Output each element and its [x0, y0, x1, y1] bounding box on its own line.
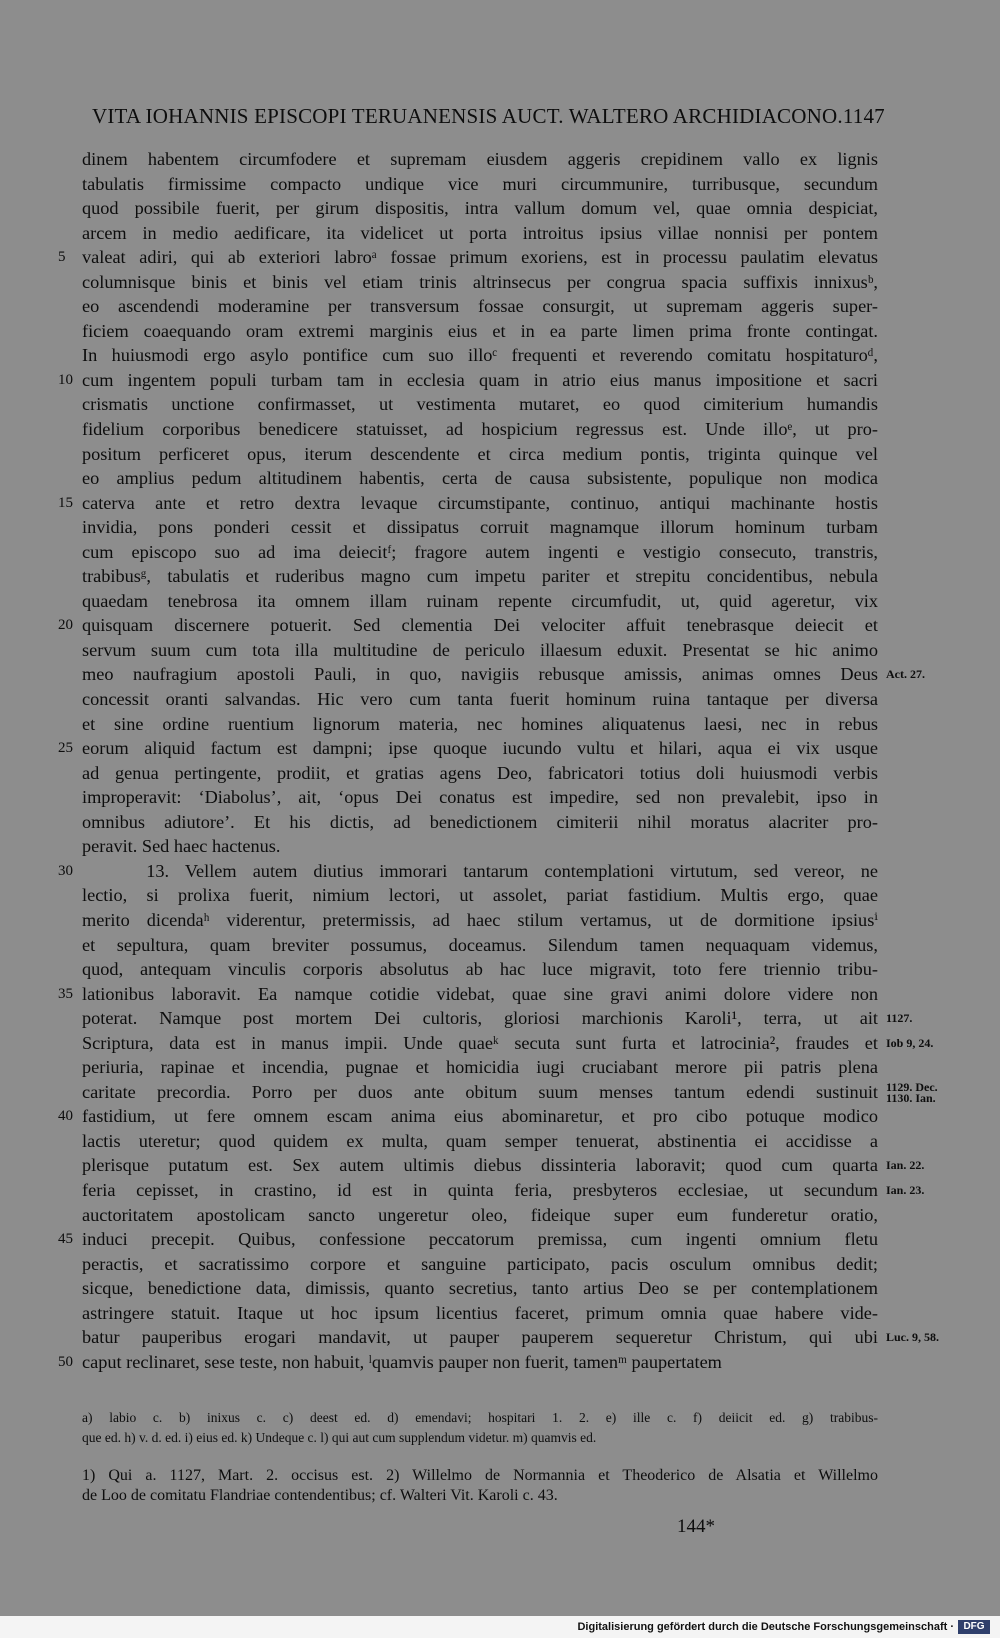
text-line	[0, 1080, 1000, 1105]
text-line	[0, 908, 1000, 933]
text-line	[0, 957, 1000, 982]
margin-reference-text: Ian. 23.	[886, 1182, 925, 1197]
line-number: 45	[58, 1231, 73, 1248]
line-text: invidia, pons ponderi cessit et dissipatus corruit magnamque illorum hominum turbam	[82, 517, 878, 538]
line-text: fidelium corporibus benedicere statuisset, ad hospicium regressus est. Unde illoᵉ, ut pro-	[82, 419, 878, 440]
text-line	[0, 1350, 1000, 1375]
text-line	[0, 270, 1000, 295]
text-line	[0, 1203, 1000, 1228]
text-line	[0, 736, 1000, 761]
margin-reference	[886, 1031, 933, 1056]
text-line	[0, 368, 1000, 393]
text-line	[0, 564, 1000, 589]
text-line	[0, 515, 1000, 540]
text-line	[0, 245, 1000, 270]
line-number: 10	[58, 371, 73, 388]
line-text: omnibus adiutore’. Et his dictis, ad benedictionem cimiterii nihil moratus alacriter pro-	[82, 811, 878, 832]
line-text: lationibus laboravit. Ea namque cotidie videbat, quae sine gravi animi dolore videre non	[82, 983, 878, 1004]
line-text: 13. Vellem autem diutius immorari tantarum contemplationi virtutum, sed vereor, ne	[82, 860, 878, 881]
line-text: caterva ante et retro dextra levaque circumstipante, continuo, antiqui machinante hostis	[82, 492, 878, 513]
line-text: crismatis unctione confirmasset, ut vestimenta mutaret, eo quod cimiterium humandis	[82, 394, 878, 415]
line-text: periuria, rapinae et incendia, pugnae et homicidia iugi cruciabant merore pii patris plena	[82, 1057, 878, 1078]
text-line	[0, 1129, 1000, 1154]
line-number: 30	[58, 862, 73, 879]
text-line	[0, 982, 1000, 1007]
text-line	[0, 1153, 1000, 1178]
text-line	[0, 294, 1000, 319]
margin-reference	[886, 1006, 912, 1031]
margin-reference-text: 1129. Dec.	[886, 1079, 938, 1094]
running-head	[92, 104, 885, 129]
line-text: servum suum cum tota illa multitudine de periculo illaesum eduxit. Presentat se hic animo	[82, 639, 878, 660]
line-text: auctoritatem apostolicam sancto ungeretur oleo, fideique super eum funderetur oratio,	[82, 1204, 878, 1225]
margin-reference-text: Iob 9, 24.	[886, 1035, 934, 1050]
line-text: peravit. Sed haec hactenus.	[82, 836, 281, 857]
line-text: quisquam discernere potuerit. Sed clementia Dei velociter affuit tenebrasque deiecit et	[82, 615, 878, 636]
text-line	[0, 1178, 1000, 1203]
margin-reference-text: 1127.	[886, 1011, 913, 1026]
line-text: tabulatis firmissime compacto undique vice muri circummunire, turribusque, secundum	[82, 173, 878, 194]
text-line	[0, 417, 1000, 442]
page-number: 144*	[677, 1516, 715, 1537]
line-text: quod possibile fuerit, per girum dispositis, intra vallum domum vel, quae omnia despiciat,	[82, 198, 878, 219]
line-text: arcem in medio aedificare, ita videlicet ut porta introitus ipsius villae nonnisi per pontem	[82, 222, 878, 243]
line-number: 5	[58, 249, 66, 266]
text-line	[0, 1252, 1000, 1277]
line-number: 40	[58, 1108, 73, 1125]
line-text: merito dicendaʰ viderentur, pretermissis, ad haec stilum vertamus, ut de dormitione ipsiusⁱ	[82, 909, 878, 930]
line-text: quaedam tenebrosa ita omnem illam ruinam repente circumfudit, ut, quid ageretur, vix	[82, 590, 878, 611]
line-number: 15	[58, 494, 73, 511]
text-line	[0, 1301, 1000, 1326]
main-text	[0, 147, 1000, 1374]
line-text: lactis uteretur; quod quidem ex multa, quam semper tenuerat, abstinentia ei accidisse a	[82, 1130, 878, 1151]
margin-reference-text: Luc. 9, 58.	[886, 1330, 940, 1345]
text-line	[0, 1055, 1000, 1080]
margin-reference	[886, 1178, 924, 1203]
note-line: 1) Qui a. 1127, Mart. 2. occisus est. 2) Willelmo de Normannia et Theoderico de Alsatia et Willelmo	[82, 1467, 878, 1484]
line-text: eo amplius pedum altitudinem habentis, certa de causa subsistente, populique non modica	[82, 468, 878, 489]
text-line	[0, 1227, 1000, 1252]
line-text: et sine ordine ruentium lignorum materia, nec homines aliquatenus laesi, nec in rebus	[82, 713, 878, 734]
text-line	[0, 196, 1000, 221]
text-line	[0, 834, 1000, 859]
line-text: In huiusmodi ergo asylo pontifice cum suo illoᶜ frequenti et reverendo comitatu hospitaturoᵈ,	[82, 345, 878, 366]
text-line	[0, 859, 1000, 884]
line-text: ficiem coaequando oram extremi marginis eius et in ea parte limen prima fronte contingat.	[82, 320, 878, 341]
line-text: fastidium, ut fere omnem escam anima eius abominaretur, et pro cibo potuque modico	[82, 1106, 878, 1127]
margin-reference	[886, 1325, 939, 1350]
line-number: 35	[58, 985, 73, 1002]
text-line	[0, 1325, 1000, 1350]
margin-reference	[886, 1153, 924, 1178]
margin-reference-text: Ian. 22.	[886, 1158, 925, 1173]
text-line	[0, 589, 1000, 614]
line-text: trabibusᵍ, tabulatis et ruderibus magno cum impetu pariter et strepitu concidentibus, nebula	[82, 566, 878, 587]
text-line	[0, 1031, 1000, 1056]
historical-notes	[82, 1466, 878, 1506]
line-text: cum ingentem populi turbam tam in ecclesia quam in atrio eius manus impositione et sacri	[82, 369, 878, 390]
margin-reference	[886, 1079, 938, 1105]
text-line	[0, 638, 1000, 663]
line-text: columnisque binis et binis vel etiam trinis altrinsecus per congrua spacia suffixis innixusᵇ,	[82, 271, 878, 292]
text-line	[0, 687, 1000, 712]
text-line	[0, 810, 1000, 835]
line-text: eo ascendendi moderamine per transversum fossae consurgit, ut supremam aggeris super-	[82, 296, 878, 317]
line-number: 50	[58, 1353, 73, 1370]
line-text: cum episcopo suo ad ima deiecitᶠ; fragore autem ingenti e vestigio consecuto, transtris,	[82, 541, 878, 562]
line-text: positum perficeret opus, iterum descendente et circa medium pontis, triginta quinque vel	[82, 443, 878, 464]
header-page-number: 1147	[842, 104, 885, 128]
line-text: quod, antequam vinculis corporis absolutus ab hac luce migravit, toto fere triennio tribu-	[82, 959, 878, 980]
text-line	[0, 221, 1000, 246]
line-text: ad genua pertingente, prodiit, et gratias agens Deo, fabricatori totius doli huiusmodi verbis	[82, 762, 878, 783]
text-line	[0, 442, 1000, 467]
line-text: improperavit: ‘Diabolus’, ait, ‘opus Dei conatus est impedire, sed non prevalebit, ipso in	[82, 787, 878, 808]
apparatus-line: a) labio c. b) inixus c. c) deest ed. d) emendavi; hospitari 1. 2. e) ille c. f) deiicit ed. g) trabibus-	[82, 1410, 878, 1425]
line-number: 20	[58, 617, 73, 634]
line-text: dinem habentem circumfodere et supremam eiusdem aggeris crepidinem vallo ex lignis	[82, 149, 878, 169]
line-text: caput reclinaret, sese teste, non habuit, ˡquamvis pauper non fuerit, tamenᵐ paupertatem	[82, 1351, 722, 1372]
line-number: 25	[58, 740, 73, 757]
line-text: eorum aliquid factum est dampni; ipse quoque iucundo vultu et hilari, aqua ei vix usque	[82, 738, 878, 759]
text-line	[0, 613, 1000, 638]
critical-apparatus	[82, 1408, 878, 1448]
text-line	[0, 662, 1000, 687]
dfg-logo[interactable]: DFG	[958, 1620, 990, 1634]
line-text: concessit oranti salvandas. Hic vero cum tanta fuerit hominum ruina tantaque per diversa	[82, 689, 878, 710]
line-text: induci precepit. Quibus, confessione peccatorum premissa, cum ingenti omnium fletu	[82, 1229, 878, 1250]
text-line	[0, 1104, 1000, 1129]
line-text: valeat adiri, qui ab exteriori labroᵃ fossae primum exoriens, est in processu paulatim elevatus	[82, 247, 878, 268]
text-line	[0, 933, 1000, 958]
line-text: plerisque putatum est. Sex autem ultimis diebus dissinteria laboravit; quod cum quarta	[82, 1155, 878, 1176]
note-line: de Loo de comitatu Flandriae contendentibus; cf. Walteri Vit. Karoli c. 43.	[82, 1487, 558, 1504]
text-line	[0, 491, 1000, 516]
line-text: sicque, benedictione data, dimissis, quanto secretius, tanto artius Deo se per contemplationem	[82, 1278, 878, 1299]
header-title: VITA IOHANNIS EPISCOPI TERUANENSIS AUCT. WALTERO ARCHIDIACONO.	[92, 104, 843, 128]
line-text: meo naufragium apostoli Pauli, in quo, navigiis rebusque amissis, animas omnes Deus	[82, 664, 878, 685]
margin-reference-text: 1130. Ian.	[886, 1090, 936, 1105]
text-line	[0, 343, 1000, 368]
apparatus-line: que ed. h) v. d. ed. i) eius ed. k) Undeque c. l) qui aut cum supplendum videtur. m) quamvis ed.	[82, 1430, 597, 1445]
text-line	[0, 761, 1000, 786]
text-line	[0, 1276, 1000, 1301]
text-line	[0, 1006, 1000, 1031]
line-text: poterat. Namque post mortem Dei cultoris, gloriosi marchionis Karoli¹, terra, ut ait	[82, 1008, 878, 1029]
footer-credit[interactable]: Digitalisierung gefördert durch die Deutsche Forschungsgemeinschaft ·	[577, 1621, 954, 1633]
text-line	[0, 319, 1000, 344]
line-text: astringere statuit. Itaque ut hoc ipsum licentius faceret, primum omnia quae habere vide-	[82, 1302, 878, 1323]
line-text: feria cepisset, in crastino, id est in quinta feria, presbyteros ecclesiae, ut secundum	[82, 1179, 878, 1200]
line-text: et sepultura, quam breviter possumus, doceamus. Silendum tamen nequaquam videmus,	[82, 934, 878, 955]
text-line	[0, 712, 1000, 737]
line-text: caritate precordia. Porro per duos ante obitum suum menses tantum edendi sustinuit	[82, 1081, 878, 1102]
margin-reference-text: Act. 27.	[886, 667, 925, 682]
text-line	[0, 540, 1000, 565]
line-text: Scriptura, data est in manus impii. Unde quaeᵏ secuta sunt furta et latrocinia², fraudes et	[82, 1032, 878, 1053]
text-line	[0, 466, 1000, 491]
line-text: batur pauperibus erogari mandavit, ut pauper pauperem sequeretur Christum, qui ubi	[82, 1327, 878, 1348]
line-text: lectio, si prolixa fuerit, nimium lectori, ut assolet, pariat fastidium. Multis ergo, quae	[82, 885, 878, 906]
text-line	[0, 883, 1000, 908]
text-line	[0, 392, 1000, 417]
line-text: peractis, et sacratissimo corpore et sanguine participato, pacis osculum omnibus dedit;	[82, 1253, 878, 1274]
text-line	[0, 785, 1000, 810]
text-line	[0, 147, 1000, 172]
text-line	[0, 172, 1000, 197]
margin-reference	[886, 662, 925, 687]
